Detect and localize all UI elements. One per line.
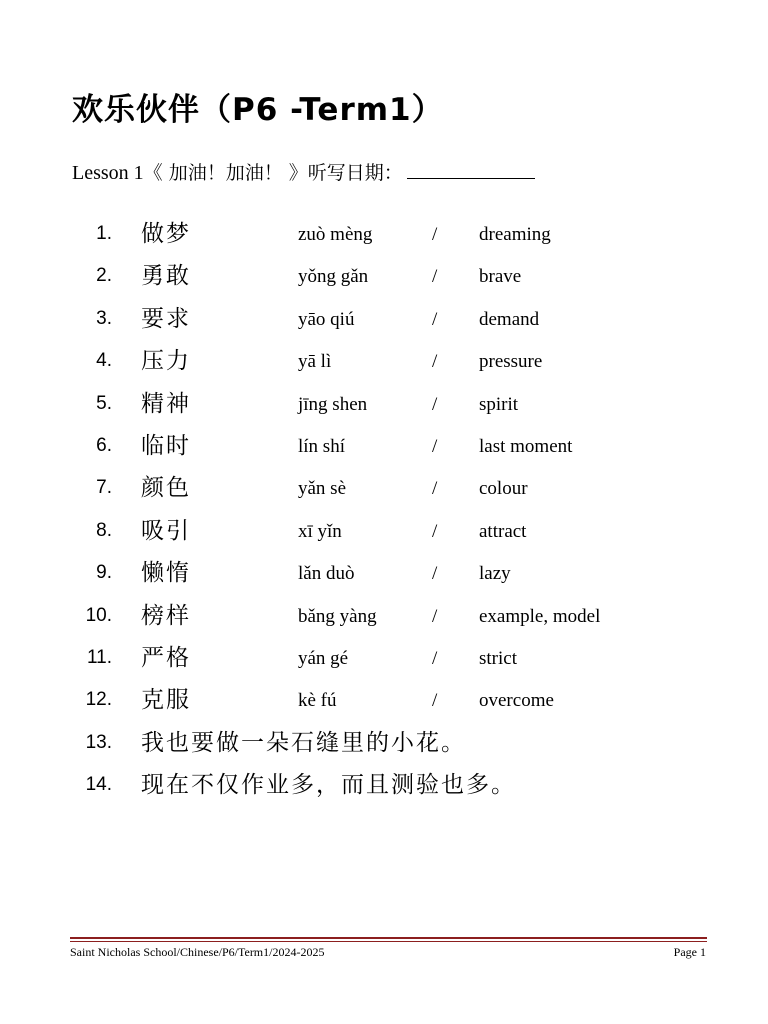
footer-school-path: Saint Nicholas School/Chinese/P6/Term1/2024-2025 <box>70 945 325 959</box>
pinyin: xī yǐn <box>298 520 342 542</box>
item-number: 11. <box>86 647 112 668</box>
pinyin: kè fú <box>298 690 337 712</box>
hanzi-word: 榜样 <box>141 602 191 629</box>
sentence-row <box>0 722 768 764</box>
item-number: 8. <box>96 519 112 541</box>
vocab-row <box>0 383 768 425</box>
pinyin: lín shí <box>298 436 345 457</box>
hanzi-word: 临时 <box>141 433 191 459</box>
separator: / <box>432 478 438 500</box>
vocab-row <box>0 255 768 297</box>
english-meaning: lazy <box>479 563 511 585</box>
pinyin: zuò mèng <box>298 224 373 245</box>
separator: / <box>432 224 438 245</box>
english-meaning: overcome <box>479 690 554 712</box>
separator: / <box>432 563 438 585</box>
hanzi-word: 吸引 <box>141 517 191 544</box>
vocab-row <box>0 213 768 255</box>
vocab-row <box>0 340 768 382</box>
vocab-row <box>0 298 768 340</box>
pinyin: bǎng yàng <box>298 605 377 627</box>
hanzi-word: 克服 <box>141 687 191 714</box>
footer-divider <box>70 941 707 942</box>
vocab-row <box>0 679 768 721</box>
page-title: 欢乐伙伴（P6 -Term1） <box>72 92 444 128</box>
item-number: 4. <box>96 350 112 372</box>
dictation-sentence: 现在不仅作业多，而且测验也多。 <box>141 772 516 799</box>
item-number: 3. <box>96 307 112 329</box>
english-meaning: strict <box>479 648 517 669</box>
vocab-row <box>0 595 768 637</box>
pinyin: lǎn duò <box>298 563 355 585</box>
english-meaning: colour <box>479 478 528 500</box>
pinyin: yán gé <box>298 648 349 669</box>
item-number: 2. <box>96 265 112 287</box>
footer-divider <box>70 937 707 939</box>
hanzi-word: 压力 <box>141 348 191 375</box>
separator: / <box>432 393 438 415</box>
item-number: 14. <box>85 774 112 796</box>
english-meaning: brave <box>479 266 522 288</box>
hanzi-word: 严格 <box>141 645 191 671</box>
pinyin: yā lì <box>298 351 332 373</box>
dictation-sentence: 我也要做一朵石缝里的小花。 <box>141 729 466 756</box>
hanzi-word: 要求 <box>141 305 191 332</box>
item-number: 1. <box>96 223 112 244</box>
vocab-row <box>0 510 768 552</box>
separator: / <box>432 266 438 288</box>
page-number: Page 1 <box>673 945 706 959</box>
english-meaning: demand <box>479 308 540 330</box>
vocab-row <box>0 637 768 679</box>
hanzi-word: 勇敢 <box>141 263 191 290</box>
hanzi-word: 做梦 <box>141 221 191 247</box>
hanzi-word: 颜色 <box>141 475 191 502</box>
pinyin: jīng shen <box>298 393 368 415</box>
item-number: 6. <box>96 435 112 456</box>
separator: / <box>432 520 438 542</box>
item-number: 13. <box>85 731 112 753</box>
separator: / <box>432 308 438 330</box>
item-number: 10. <box>85 604 112 626</box>
lesson-heading <box>72 158 535 185</box>
lesson-name: 《 加油！加油！ 》听写日期： <box>143 162 403 184</box>
separator: / <box>432 436 438 457</box>
english-meaning: example, model <box>479 605 601 627</box>
hanzi-word: 懒惰 <box>141 560 191 587</box>
vocab-row <box>0 467 768 509</box>
pinyin: yǒng gǎn <box>298 266 369 288</box>
english-meaning: attract <box>479 520 527 542</box>
hanzi-word: 精神 <box>141 390 191 417</box>
item-number: 5. <box>96 392 112 414</box>
separator: / <box>432 605 438 627</box>
pinyin: yāo qiú <box>298 308 355 330</box>
vocab-row <box>0 552 768 594</box>
item-number: 9. <box>96 562 112 584</box>
separator: / <box>432 648 438 669</box>
item-number: 7. <box>96 477 112 499</box>
separator: / <box>432 690 438 712</box>
lesson-number: Lesson 1 <box>72 162 144 184</box>
dictation-date-blank <box>407 160 535 179</box>
separator: / <box>432 351 438 373</box>
sentence-row <box>0 764 768 806</box>
english-meaning: last moment <box>479 436 573 457</box>
vocab-row <box>0 425 768 467</box>
english-meaning: spirit <box>479 393 519 415</box>
pinyin: yǎn sè <box>298 478 347 500</box>
english-meaning: pressure <box>479 351 543 373</box>
item-number: 12. <box>85 689 112 711</box>
english-meaning: dreaming <box>479 224 551 245</box>
